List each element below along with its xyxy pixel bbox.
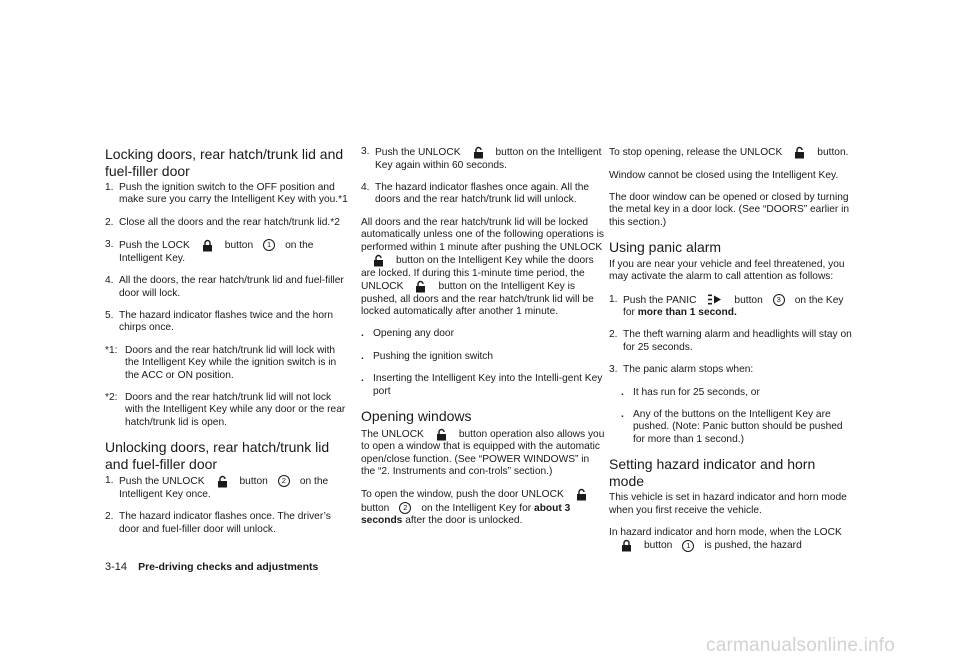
step-text-part: button [734,294,763,306]
step-number: 2. [609,329,618,341]
step-text [119,239,350,265]
panic-step-2 [609,329,854,354]
padlock-unlocked-icon [436,428,447,441]
note-marker: *1: [105,344,118,356]
bullet-dot: . [361,373,364,385]
step-number: 4. [105,275,114,287]
heading-locking: Locking doors, rear hatch/trunk lid and fuel-filler door [105,146,344,179]
emphasis-text: about 3 seconds [361,502,571,527]
heading-opening-windows: Opening windows [361,408,472,425]
paragraph-part: button operation also allows you to open a window that is equipped with the automatic open/close function. (See “POWER WINDOWS” in the “2. Instruments and con-trols” section.) [361,428,605,477]
bullet-dot: . [361,328,364,340]
bullet-dot: . [361,350,364,362]
note-marker: *2: [105,392,118,404]
unlock-step-1 [105,475,350,501]
bullet-text: Pushing the ignition switch [373,350,494,362]
panic-stop-list [609,387,854,447]
page-number: 3-14 [105,561,128,573]
paragraph-part: In hazard indicator and horn mode, when the LOCK [609,527,842,538]
step-text: The panic alarm stops when: [623,364,754,376]
hazard-lock-paragraph [609,527,854,553]
step-text: The hazard indicator flashes twice and the horn chirps once. [119,310,334,334]
list-item [621,387,854,399]
list-item [361,373,606,398]
bullet-text: Any of the buttons on the Intelligent Key are pushed. (Note: Panic button should be pushed for more than 1 second.) [633,408,843,445]
step-number: 3. [105,239,114,251]
step-text [119,475,350,501]
paragraph-part: button [644,540,673,552]
emphasis-text: more than 1 second. [637,306,737,318]
paragraph-part: The UNLOCK [361,428,424,440]
step-text-part: on the Intelligent Key. [119,240,314,264]
step-2 [105,217,350,229]
paragraph-part: is pushed, the hazard [704,540,802,552]
step-text-part: Push the PANIC [623,294,697,306]
list-item [361,328,606,340]
list-item [361,351,606,363]
step-text-part: Push the UNLOCK [119,476,205,488]
auto-relock-paragraph [361,217,606,319]
open-window-paragraph [361,488,606,527]
bullet-dot: . [621,386,624,398]
step-3 [105,239,350,265]
paragraph-part: button. [817,147,849,159]
stop-opening-paragraph [609,146,854,160]
paragraph-part: on the Intelligent Key for [421,502,532,514]
hazard-mode-paragraph: This vehicle is set in hazard indicator and horn mode when you first receive the vehicle. [609,492,847,516]
padlock-unlocked-icon [576,488,587,501]
column-right [609,146,854,553]
callout-number: 1 [682,540,694,552]
panic-step-3 [609,364,854,376]
padlock-unlocked-icon [473,146,484,159]
step-number: 3. [609,364,618,376]
callout-number: 2 [399,502,411,514]
bullet-text: It has run for 25 seconds, or [633,386,760,398]
step-text-part: button on the Intelligent Key again within 60 seconds. [375,147,602,171]
panic-intro-paragraph: If you are near your vehicle and feel threatened, you may activate the alarm to call attention as follows: [609,258,845,283]
step-text: The hazard indicator flashes once again. All the doors and the rear hatch/trunk lid will unlock. [375,182,590,206]
step-5 [105,310,350,335]
unlock-step-2 [105,511,350,536]
callout-number: 1 [263,239,275,251]
step-text-part: Push the UNLOCK [375,147,461,159]
step-text: The theft warning alarm and headlights will stay on for 25 seconds. [623,329,852,353]
paragraph-part: To stop opening, release the UNLOCK [609,147,783,159]
step-text: The hazard indicator flashes once. The driver’s door and fuel-filler door will unlock. [119,511,331,535]
step-1 [105,182,350,207]
panic-horn-icon [708,294,722,305]
padlock-locked-icon [621,539,632,552]
step-text: Close all the doors and the rear hatch/trunk lid.*2 [119,216,340,228]
panic-step-1 [609,294,854,320]
note-text: Doors and the rear hatch/trunk lid will lock with the Intelligent Key while the ignition switch is in the ACC or ON position. [125,344,337,381]
step-text-part: button [239,476,268,488]
callout-number: 2 [278,475,290,487]
paragraph-part: button on the Intelligent Key while the doors are locked. If during this 1-minute time period, the UNLOCK [361,255,594,293]
step-number: 1. [105,475,114,487]
step-text: All the doors, the rear hatch/trunk lid and fuel-filler door will lock. [119,275,344,299]
section-title: Pre-driving checks and adjustments [138,561,319,573]
heading-hazard-horn-mode: Setting hazard indicator and horn mode [609,456,816,489]
step-text-part: on the Intelligent Key once. [119,476,329,500]
note-1 [105,345,350,382]
paragraph-part: To open the window, push the door UNLOCK [361,489,564,501]
note-2 [105,392,350,429]
list-item [621,409,854,446]
padlock-unlocked-icon [373,254,384,267]
metal-key-paragraph: The door window can be opened or closed by turning the metal key in a door lock. (See “DOORS” earlier in this section.) [609,192,850,228]
unlock-step-3 [361,146,606,172]
note-text: Doors and the rear hatch/trunk lid will not lock with the Intelligent Key while any door or the rear hatch/trunk lid is open. [125,392,346,428]
windows-paragraph [361,428,606,479]
bullet-text: Inserting the Intelligent Key into the Intelli-gent Key port [373,373,603,397]
bullet-dot: . [621,408,624,420]
unlock-step-4 [361,182,606,207]
step-text [375,146,606,172]
padlock-unlocked-icon [217,475,228,488]
step-number: 4. [361,182,370,193]
step-text-part: Push the LOCK [119,240,190,252]
step-number: 1. [609,293,618,305]
heading-unlocking: Unlocking doors, rear hatch/trunk lid and fuel-filler door [105,439,330,472]
page-footer [105,561,318,573]
padlock-unlocked-icon [415,280,426,293]
column-middle [361,146,606,538]
step-text: Push the ignition switch to the OFF position and make sure you carry the Intelligent Key with you.*1 [119,182,348,206]
column-left [105,146,350,546]
bullet-text: Opening any door [373,328,454,340]
padlock-locked-icon [202,239,213,252]
step-number: 1. [105,182,114,193]
window-close-paragraph: Window cannot be closed using the Intelligent Key. [609,169,839,181]
step-text [623,294,854,320]
callout-number: 3 [773,294,785,306]
step-number: 5. [105,310,114,322]
paragraph-part: button [361,502,390,514]
step-number: 2. [105,511,114,523]
heading-panic-alarm: Using panic alarm [609,239,722,256]
padlock-unlocked-icon [794,146,805,159]
step-number: 3. [361,146,370,157]
paragraph-part: All doors and the rear hatch/trunk lid will be locked automatically unless one of the following operations is performed within 1 minute after pushing the UNLOCK [361,216,604,253]
paragraph-part: button on the Intelligent Key is pushed, all doors and the rear hatch/trunk lid will be locked automatically after another 1 minute. [361,281,594,318]
step-text-part: on the Key for [623,294,844,318]
step-4 [105,275,350,300]
step-text-part: button [224,240,254,252]
watermark: carmanualsonline.info [706,635,896,656]
step-number: 2. [105,216,114,228]
paragraph-part: after the door is unlocked. [405,515,523,527]
